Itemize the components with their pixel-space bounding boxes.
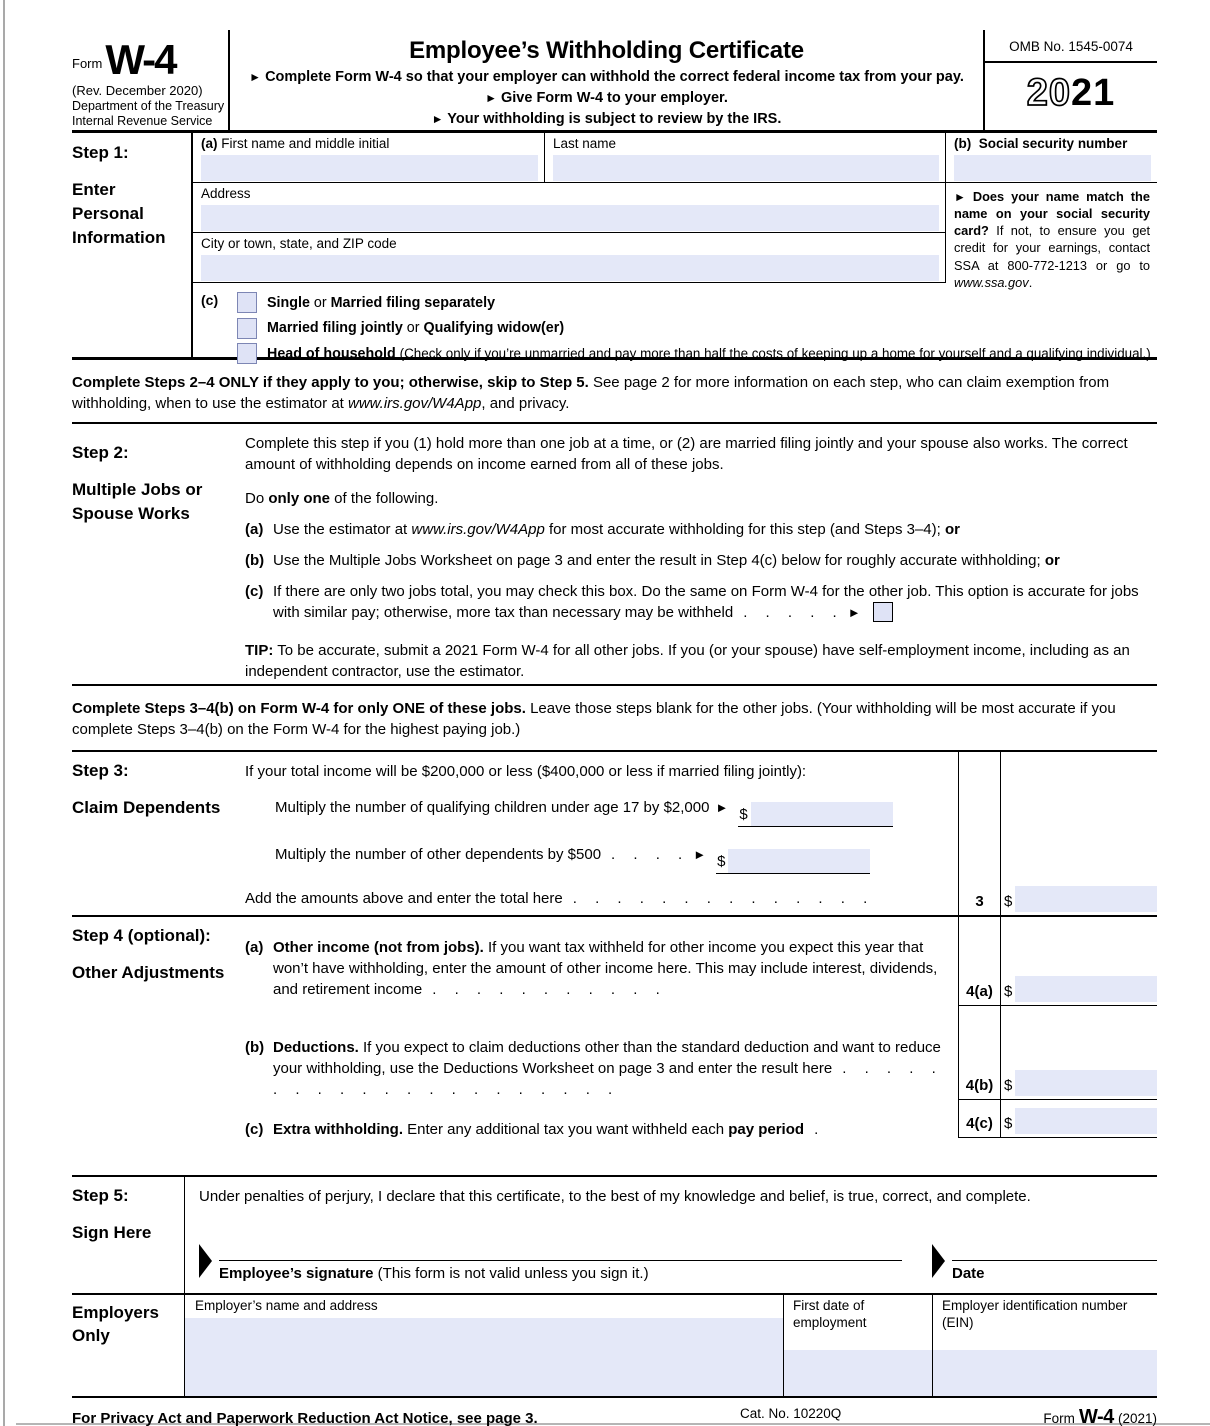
instruction-1: Complete Form W-4 so that your employer can withhold the correct federal income tax from your pay. — [265, 69, 964, 85]
step4-label: Step 4 (optional): Other Adjustments — [72, 926, 225, 982]
address-label: Address — [201, 186, 251, 201]
step2-option-c: (c) If there are only two jobs total, you may check this box. Do the same on Form W-4 for the other job. This option is accurate for jobs with similar pay; otherwise, more tax than necessary may be withheld . . . . . ► — [245, 583, 1139, 621]
head-household-checkbox[interactable] — [237, 343, 257, 364]
employer-name-address-label: Employer’s name and address — [195, 1298, 378, 1313]
first-name-label: First name and middle initial — [221, 136, 390, 151]
step1-label: Step 1: Enter Personal Information — [72, 133, 193, 357]
dot-leader: . . . . . . . . . . . — [432, 981, 661, 998]
form-header — [72, 30, 1157, 133]
qualifying-children-amount-input[interactable] — [751, 802, 893, 826]
step3-children-row: Multiply the number of qualifying children under age 17 by $2,000 ► $ — [245, 782, 958, 829]
step2-do-only-one: Do only one of the following. — [245, 490, 439, 507]
step4c-row: (c) Extra withholding. Enter any additional tax you want withheld each pay period . — [245, 1121, 820, 1138]
extra-withholding-input[interactable] — [1015, 1108, 1157, 1134]
step2-option-a: (a) Use the estimator at www.irs.gov/W4App for most accurate withholding for this step (and Steps 3–4); or — [245, 521, 960, 538]
line-4a-number: 4(a) — [958, 917, 1001, 1006]
filing-option-head-of-household: Head of household (Check only if you’re unmarried and pay more than half the costs of keeping up a home for yourself and a qualifying individual.) — [237, 343, 1157, 364]
address-input[interactable] — [201, 205, 939, 231]
ssn-input[interactable] — [954, 155, 1151, 181]
instruction-2: Give Form W-4 to your employer. — [500, 90, 728, 107]
dot-leader: . . . . . . . . . . . . . . — [572, 890, 869, 907]
revision-date: (Rev. December 2020) — [72, 82, 203, 98]
ssn-label: Social security number — [978, 136, 1128, 151]
deductions-input[interactable] — [1015, 1070, 1157, 1096]
ein-input[interactable] — [933, 1350, 1157, 1396]
arrow-icon: ► — [715, 800, 729, 815]
perjury-statement: Under penalties of perjury, I declare that this certificate, to the best of my knowledge and belief, is true, correct, and complete. — [199, 1188, 1031, 1205]
filing-option-single: Single or Married filing separately — [237, 292, 1157, 313]
step2-section — [72, 424, 1157, 686]
dot-leader: . . . . . . . . . . . . . . . . . . . . . — [273, 1060, 937, 1098]
ein-label: Employer identification number (EIN) — [942, 1298, 1128, 1330]
step3-other-dependents-row: Multiply the number of other dependents by $500 . . . . ► $ — [245, 829, 958, 876]
step1-section: Step 1: Enter Personal Information (a) First name and middle initial Last name Address City or town, state, and ZIP code (b) Social security number ► Does your name match the name on your social security card? If not, to ensure you get credit for your earnings, contact SSA at 800-772-1213 or go to www.ssa.gov. (c) Single or Married filing separately Married filing jointly or Qualifying widow(er) Head of household (Check only if you’re unmarried and pay more than half the costs of keeping up a home for yourself and a qualifying individual.) — [72, 133, 1157, 360]
line-4b-number: 4(b) — [958, 1006, 1001, 1100]
ssn-note: ► Does your name match the name on your social security card? If not, to ensure you get credit for your earnings, contact SSA at 800-772-1213 or go to www.ssa.gov. — [954, 189, 1150, 290]
first-date-employment-input[interactable] — [784, 1350, 932, 1396]
date-arrow-icon — [932, 1244, 945, 1278]
date-line[interactable]: Date — [952, 1260, 1157, 1282]
step2-label: Step 2: Multiple Jobs or Spouse Works — [72, 443, 203, 524]
employers-only-section — [72, 1295, 1157, 1398]
instruction-3: Your withholding is subject to review by the IRS. — [447, 111, 782, 128]
filing-status-tag: (c) — [201, 292, 219, 308]
two-jobs-checkbox[interactable] — [873, 602, 893, 622]
step3-section: Step 3: Claim Dependents If your total income will be $200,000 or less ($400,000 or less if married filing jointly): Multiply the number of qualifying children under age 17 by $2,000 ► $ Multiply the number of other dependents by $500 . . . . ► $ Add the amounts above and enter the total here . . . . . . . . . . . . . . 3 $ — [72, 752, 1157, 917]
steps-3-4b-note: Complete Steps 3–4(b) on Form W-4 for only ONE of these jobs. Leave those steps blank for the other jobs. (Your withholding will be most accurate if you complete Steps 3–4(b) on the Form W-4 for the highest paying job.) — [72, 686, 1157, 752]
last-name-input[interactable] — [553, 155, 939, 181]
arrow-icon: ► — [693, 847, 707, 862]
form-title: Employee’s Withholding Certificate — [409, 37, 804, 64]
single-checkbox[interactable] — [237, 292, 257, 313]
last-name-label: Last name — [553, 136, 617, 151]
employer-name-address-input[interactable] — [185, 1318, 783, 1396]
other-dependents-amount-input[interactable] — [728, 849, 870, 873]
married-jointly-checkbox[interactable] — [237, 318, 257, 339]
dot-leader: . . . . . — [743, 604, 838, 621]
arrow-icon: ► — [431, 112, 444, 127]
form-title-block — [230, 30, 985, 130]
total-credits-input[interactable] — [1015, 886, 1157, 912]
step3-intro: If your total income will be $200,000 or less ($400,000 or less if married filing jointly): — [245, 763, 807, 780]
agency-line-1: Department of the Treasury — [72, 98, 225, 113]
step4b-row: (b) Deductions. If you expect to claim deductions other than the standard deduction and want to reduce your withholding, use the Deductions Worksheet on page 3 and enter the result here . . . . . . . . . . . . . . . . . . . . . — [245, 1039, 941, 1098]
step5-label: Step 5: Sign Here — [72, 1177, 185, 1293]
step2-paragraph: Complete this step if you (1) hold more than one job at a time, or (2) are married filing jointly and your spouse also works. The correct amount of withholding depends on income earned from all of these jobs. — [245, 435, 1128, 473]
dot-leader: . . . . — [611, 846, 684, 863]
form-id-block — [72, 30, 230, 130]
form-number: W-4 — [105, 36, 176, 83]
privacy-notice: For Privacy Act and Paperwork Reduction Act Notice, see page 3. — [72, 1410, 538, 1426]
step2-option-b: (b) Use the Multiple Jobs Worksheet on page 3 and enter the result in Step 4(c) below for roughly accurate withholding; or — [245, 552, 1060, 569]
first-date-employment-label: First date of employment — [793, 1298, 867, 1330]
step3-total-row: Add the amounts above and enter the total here . . . . . . . . . . . . . . — [245, 890, 869, 907]
step5-section — [72, 1175, 1157, 1295]
city-state-zip-input[interactable] — [201, 255, 939, 281]
other-income-input[interactable] — [1015, 976, 1157, 1002]
line-4c-number: 4(c) — [958, 1100, 1001, 1138]
steps-2-4-note: Complete Steps 2–4 ONLY if they apply to you; otherwise, skip to Step 5. See page 2 for more information on each step, who can claim exemption from withholding, when to use the estimator at www.irs.gov/W4App, and privacy. — [72, 360, 1157, 424]
step2-tip: TIP: To be accurate, submit a 2021 Form W-4 for all other jobs. If you (or your spouse) have self-employment income, including as an independent contractor, use the estimator. — [245, 642, 1130, 680]
omb-number: OMB No. 1545-0074 — [985, 30, 1157, 63]
dot-leader: . — [814, 1121, 820, 1138]
filing-option-married-jointly: Married filing jointly or Qualifying widow(er) — [237, 318, 1157, 339]
city-state-zip-label: City or town, state, and ZIP code — [201, 236, 397, 251]
arrow-icon: ► — [485, 91, 497, 106]
step3-label: Step 3: Claim Dependents — [72, 761, 221, 817]
form-word: Form — [72, 55, 103, 71]
first-name-input[interactable] — [201, 155, 538, 181]
employee-signature-line[interactable]: Employee’s signature (This form is not valid unless you sign it.) — [219, 1260, 902, 1282]
omb-year-block — [985, 30, 1157, 130]
signature-arrow-icon — [199, 1244, 212, 1278]
catalog-number: Cat. No. 10220Q — [740, 1406, 842, 1421]
arrow-icon: ► — [847, 605, 861, 620]
arrow-icon: ► — [249, 70, 262, 84]
arrow-icon: ► — [954, 190, 966, 204]
form-year: 2021 — [1026, 72, 1116, 114]
form-footer — [72, 1398, 1157, 1426]
agency-line-2: Internal Revenue Service — [72, 113, 213, 128]
step4-section: Step 4 (optional): Other Adjustments (a) Other income (not from jobs). If you want tax withheld for other income you expect this year that won’t have withholding, enter the amount of other income here. This may include interest, dividends, and retirement income . . . . . . . . . . . 4(a) $ (b) Deductions. If you expect to claim deductions other than the standard deduction and want to reduce your withholding, use the Deductions Worksheet on page 3 and enter the result here . . . . . . . . . . . . . . . . . . . . . 4(b) $ (c) Extra withholding. Enter any additional tax you want withheld each pay period . 4(c) $ — [72, 917, 1157, 1138]
step4a-row: (a) Other income (not from jobs). If you want tax withheld for other income you expect this year that won’t have withholding, enter the amount of other income here. This may include interest, dividends, and retirement income . . . . . . . . . . . — [245, 939, 938, 998]
page-edge-left — [3, 0, 5, 1426]
employers-only-label: Employers Only — [72, 1295, 185, 1396]
form-footer-id: Form W-4 (2021) — [1043, 1406, 1157, 1426]
line-3-number: 3 — [958, 876, 1001, 915]
